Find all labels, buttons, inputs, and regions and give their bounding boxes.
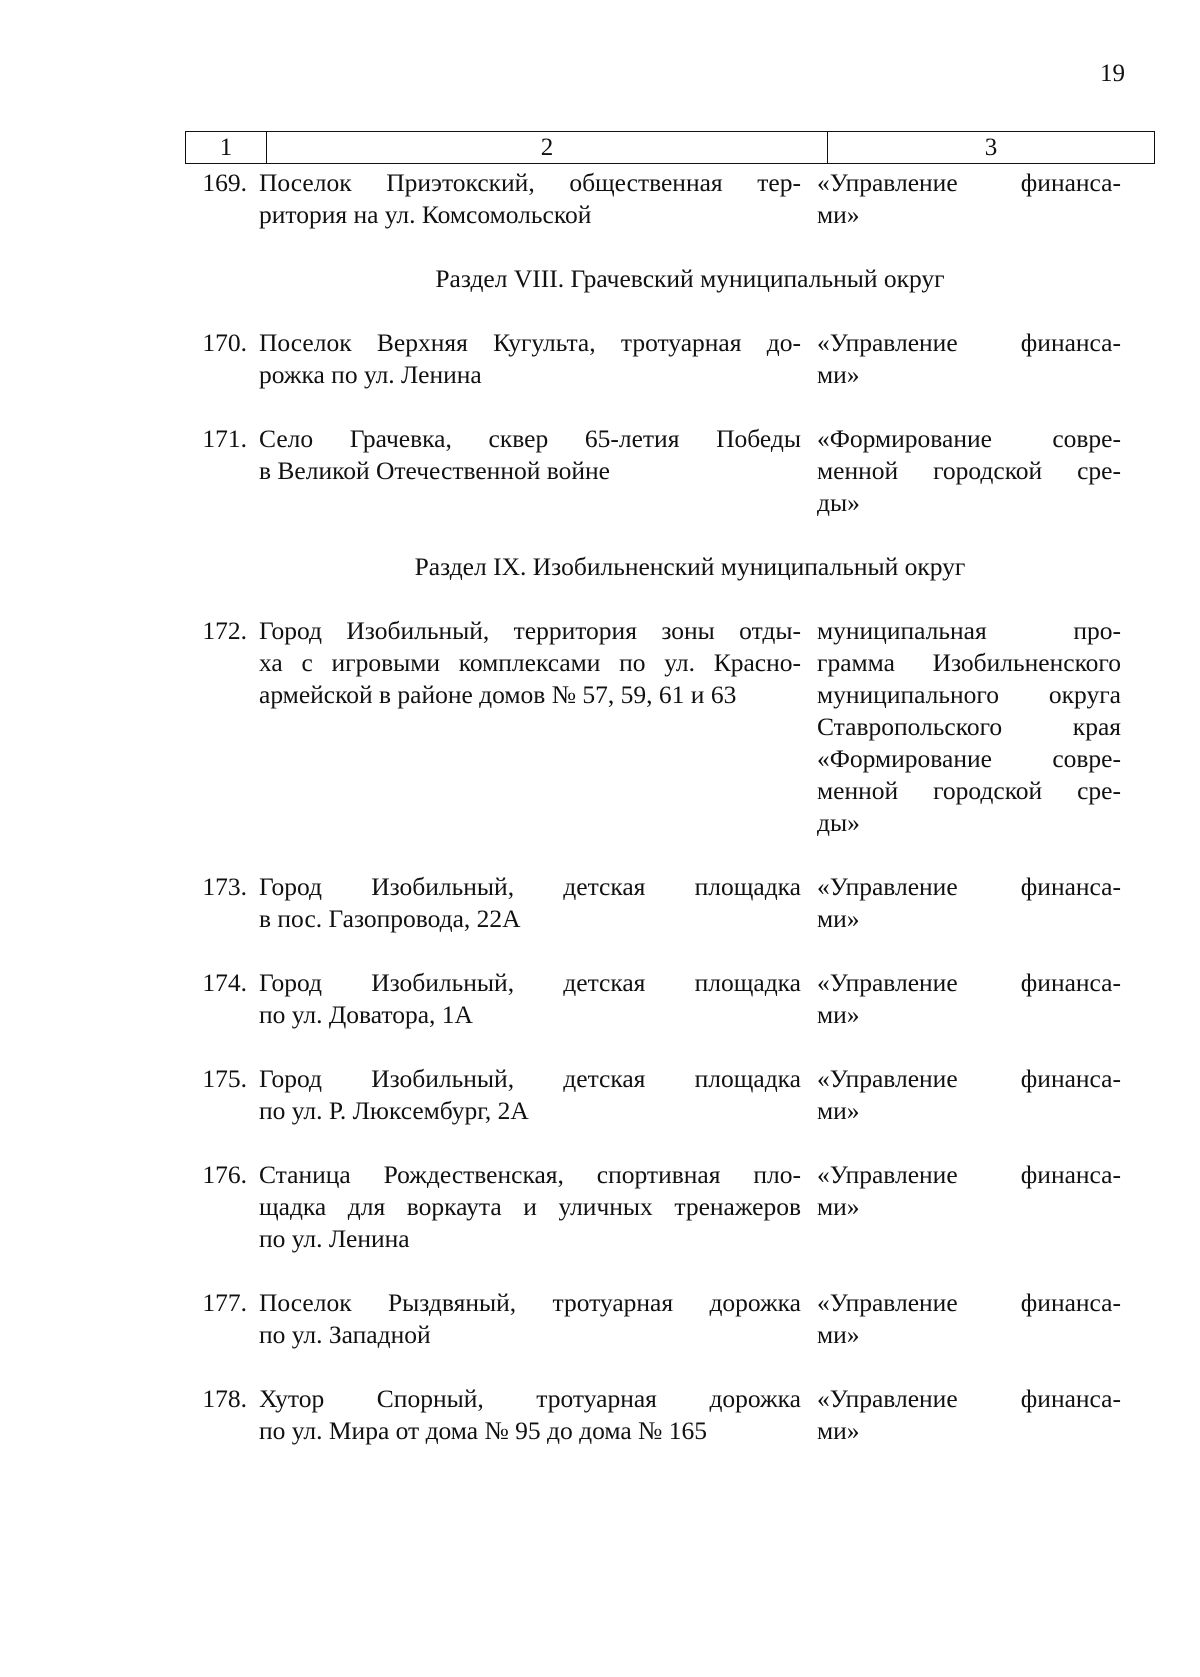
program-cell <box>811 327 1121 391</box>
place-cell <box>259 167 811 231</box>
place-line: рожка по ул. Ленина <box>259 360 482 389</box>
place-line: Хутор Спорный, тротуарная дорожка <box>259 1384 801 1413</box>
program-cell <box>811 615 1121 839</box>
place-line: по ул. Западной <box>259 1320 431 1349</box>
program-line: ми» <box>817 904 860 933</box>
place-cell <box>259 1287 811 1351</box>
place-line: Станица Рождественская, спортивная пло- <box>259 1160 801 1189</box>
place-line: армейской в районе домов № 57, 59, 61 и 63 <box>259 680 737 709</box>
table-row <box>185 871 1155 935</box>
program-line: ми» <box>817 200 860 229</box>
row-number: 178. <box>202 1384 247 1413</box>
place-line: Поселок Приэтокский, общественная тер- <box>259 168 801 197</box>
place-line: в пос. Газопровода, 22А <box>259 904 521 933</box>
program-line: грамма Изобильненского <box>817 648 1121 677</box>
program-line: «Формирование совре- <box>817 424 1121 453</box>
program-line: ми» <box>817 1096 860 1125</box>
program-cell <box>811 1287 1121 1351</box>
row-number: 172. <box>202 616 247 645</box>
place-cell <box>259 1383 811 1447</box>
program-line: менной городской сре- <box>817 456 1121 485</box>
place-line: по ул. Ленина <box>259 1224 410 1253</box>
place-cell <box>259 1063 811 1127</box>
header-col-1: 1 <box>186 132 267 163</box>
table-row <box>185 1287 1155 1351</box>
program-cell <box>811 423 1121 519</box>
program-cell <box>811 1383 1121 1447</box>
program-line: «Управление финанса- <box>817 968 1121 997</box>
program-line: «Управление финанса- <box>817 168 1121 197</box>
program-cell <box>811 167 1121 231</box>
row-number: 173. <box>202 872 247 901</box>
place-line: Село Грачевка, сквер 65-летия Победы <box>259 424 801 453</box>
program-line: ми» <box>817 360 860 389</box>
table-body <box>185 167 1155 1447</box>
place-line: по ул. Доватора, 1А <box>259 1000 473 1029</box>
table-row <box>185 1383 1155 1447</box>
program-line: Ставропольского края <box>817 712 1121 741</box>
program-line: муниципального округа <box>817 680 1121 709</box>
program-line: ды» <box>817 808 860 837</box>
place-cell <box>259 871 811 935</box>
table-row <box>185 1063 1155 1127</box>
place-line: в Великой Отечественной войне <box>259 456 610 485</box>
section-title: Раздел IX. Изобильненский муниципальный округ <box>414 552 966 581</box>
table-row <box>185 967 1155 1031</box>
program-line: «Управление финанса- <box>817 1064 1121 1093</box>
table-header <box>185 131 1155 164</box>
program-cell <box>811 967 1121 1031</box>
program-line: менной городской сре- <box>817 776 1121 805</box>
program-line: «Управление финанса- <box>817 1288 1121 1317</box>
place-line: Город Изобильный, детская площадка <box>259 872 801 901</box>
table-row <box>185 615 1155 839</box>
program-cell <box>811 1159 1121 1255</box>
place-line: по ул. Р. Люксембург, 2А <box>259 1096 529 1125</box>
program-line: «Управление финанса- <box>817 1384 1121 1413</box>
program-line: «Управление финанса- <box>817 872 1121 901</box>
program-line: муниципальная про- <box>817 616 1121 645</box>
place-cell <box>259 967 811 1031</box>
place-line: щадка для воркаута и уличных тренажеров <box>259 1192 801 1221</box>
program-line: ми» <box>817 1320 860 1349</box>
row-number: 175. <box>202 1064 247 1093</box>
row-number: 170. <box>202 328 247 357</box>
header-col-2: 2 <box>267 132 828 163</box>
program-line: «Формирование совре- <box>817 744 1121 773</box>
program-line: «Управление финанса- <box>817 1160 1121 1189</box>
program-line: ми» <box>817 1000 860 1029</box>
place-cell <box>259 327 811 391</box>
place-cell <box>259 615 811 839</box>
section-title: Раздел VIII. Грачевский муниципальный округ <box>435 264 945 293</box>
place-line: Город Изобильный, детская площадка <box>259 968 801 997</box>
place-cell <box>259 423 811 519</box>
place-line: ха с игровыми комплексами по ул. Красно- <box>259 648 801 677</box>
place-line: ритория на ул. Комсомольской <box>259 200 592 229</box>
row-number: 174. <box>202 968 247 997</box>
program-line: ми» <box>817 1192 860 1221</box>
table-row <box>185 327 1155 391</box>
row-number: 169. <box>202 168 247 197</box>
program-line: ды» <box>817 488 860 517</box>
table-row <box>185 423 1155 519</box>
place-line: Город Изобильный, территория зоны отды- <box>259 616 801 645</box>
program-cell <box>811 1063 1121 1127</box>
program-line: ми» <box>817 1416 860 1445</box>
header-col-3: 3 <box>984 134 998 161</box>
place-line: по ул. Мира от дома № 95 до дома № 165 <box>259 1416 707 1445</box>
program-cell <box>811 871 1121 935</box>
row-number: 177. <box>202 1288 247 1317</box>
place-line: Поселок Верхняя Кугульта, тротуарная до- <box>259 328 801 357</box>
place-line: Поселок Рыздвяный, тротуарная дорожка <box>259 1288 801 1317</box>
table-row <box>185 1159 1155 1255</box>
table-row <box>185 167 1155 231</box>
row-number: 171. <box>202 424 247 453</box>
page-number: 19 <box>1100 60 1125 87</box>
program-line: «Управление финанса- <box>817 328 1121 357</box>
row-number: 176. <box>202 1160 247 1189</box>
place-line: Город Изобильный, детская площадка <box>259 1064 801 1093</box>
place-cell <box>259 1159 811 1255</box>
